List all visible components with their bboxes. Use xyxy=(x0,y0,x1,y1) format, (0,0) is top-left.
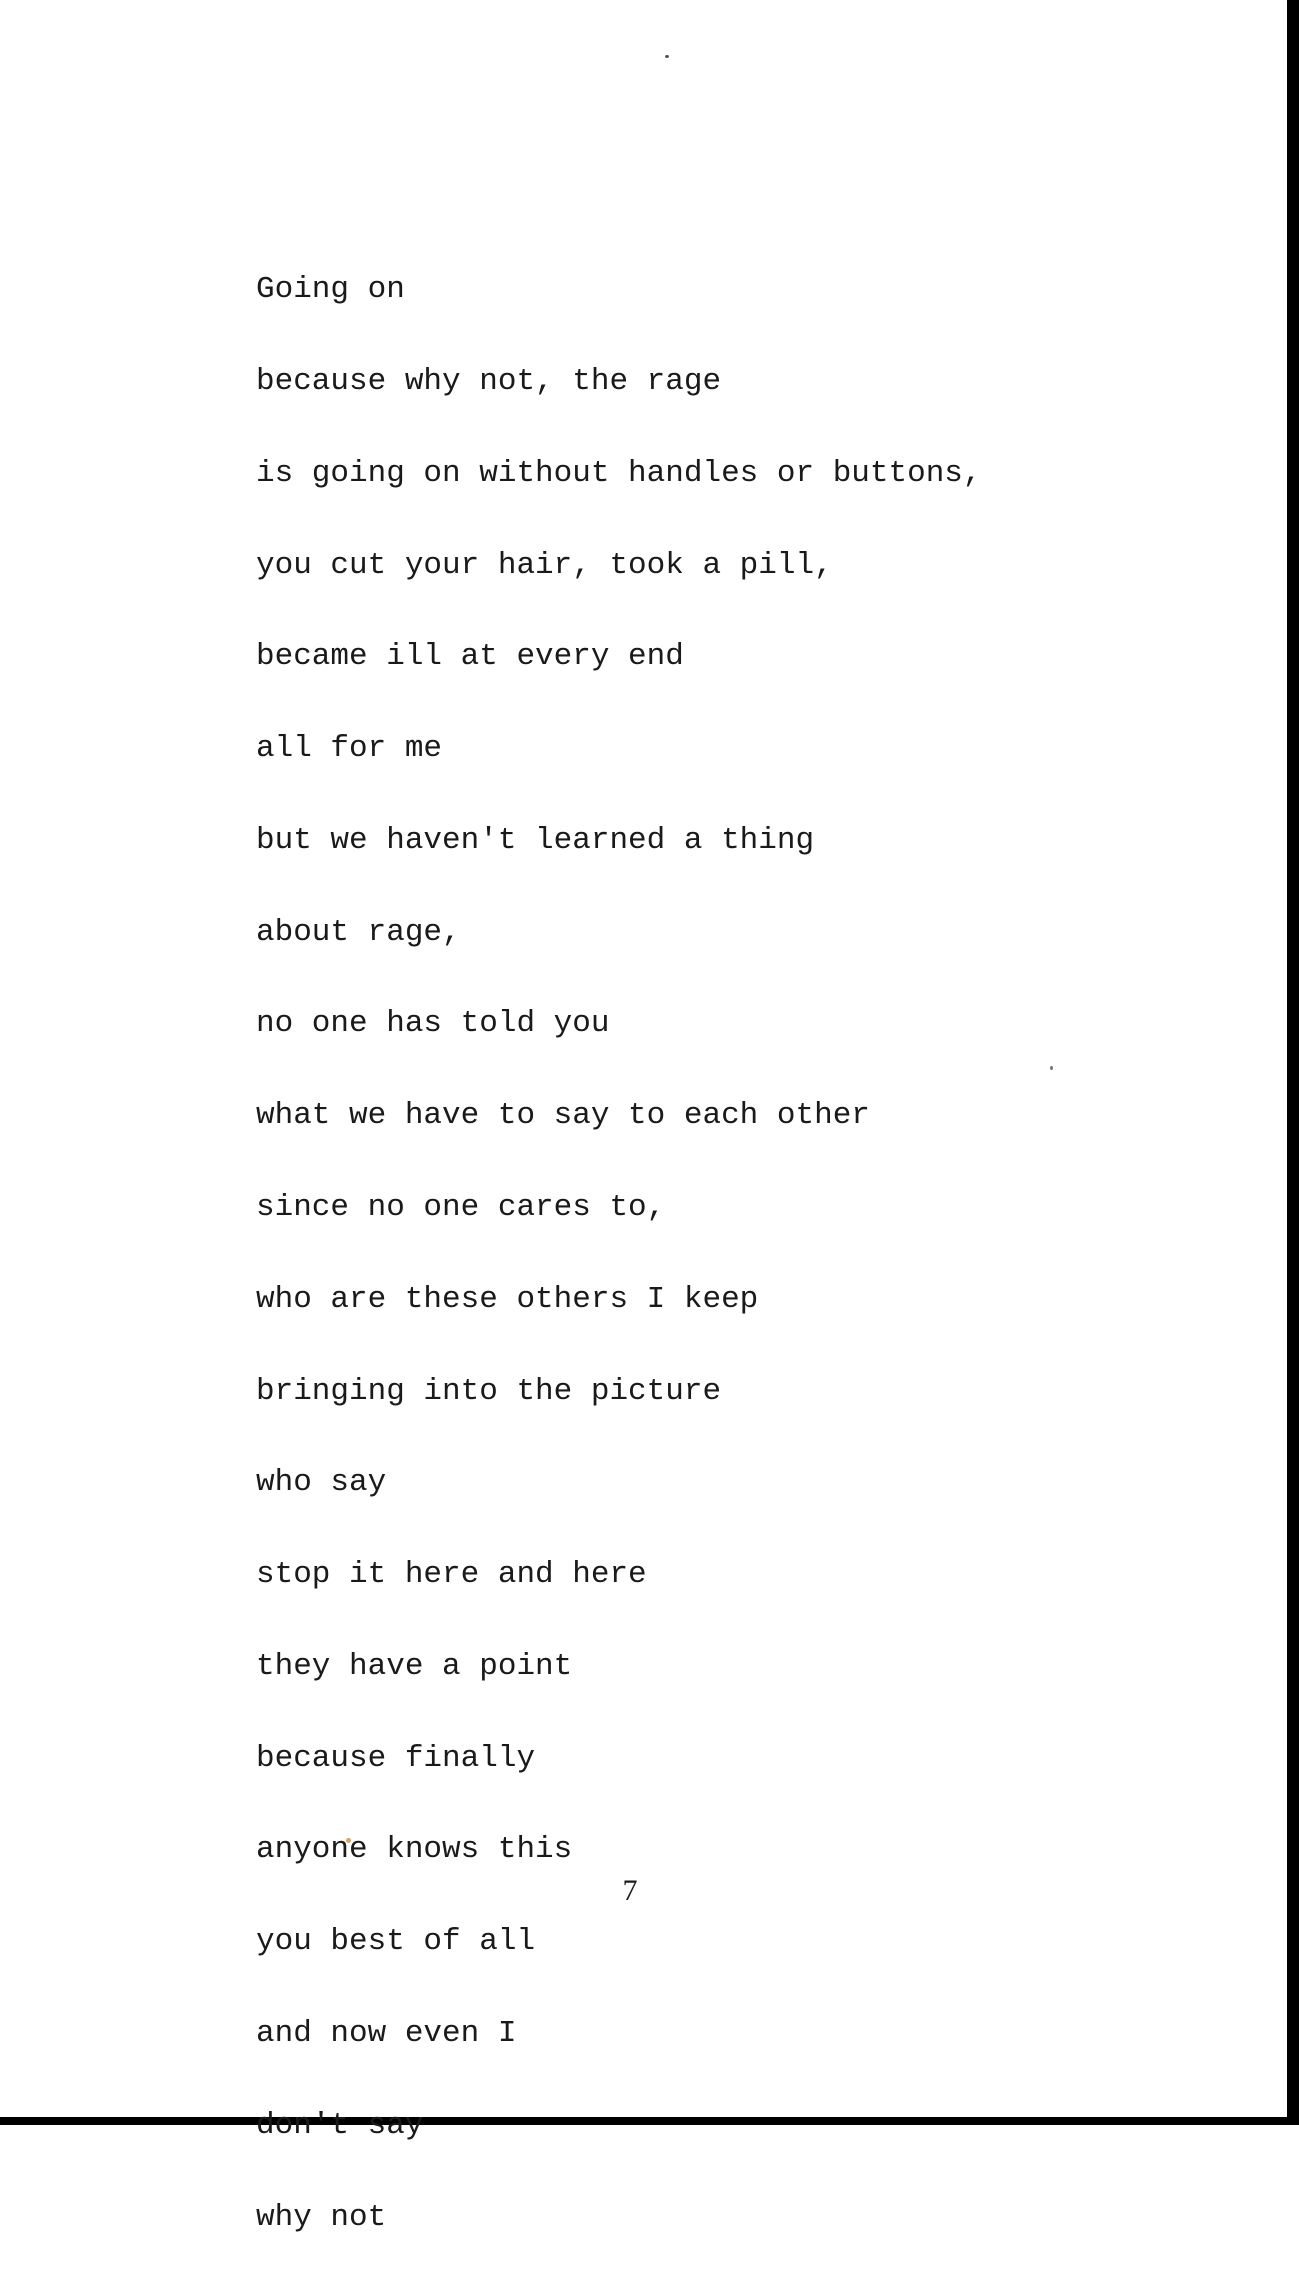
scan-speck xyxy=(1050,1066,1053,1070)
poem-line: is going on without handles or buttons, xyxy=(256,455,982,491)
poem-line: why not xyxy=(256,2199,387,2235)
poem-line: about rage, xyxy=(256,914,461,950)
poem-line: no one has told you xyxy=(256,1006,610,1042)
poem-line: stop it here and here xyxy=(256,1557,647,1593)
poem-line: because finally xyxy=(256,1740,536,1776)
poem-line: who say xyxy=(256,1465,387,1501)
poem-line: but we haven't learned a thing xyxy=(256,822,815,858)
poem-line: who are these others I keep xyxy=(256,1281,759,1317)
scan-edge-right xyxy=(1287,0,1299,2125)
poem-line: what we have to say to each other xyxy=(256,1098,870,1134)
poem-line: all for me xyxy=(256,731,443,767)
poem-line: anyone knows this xyxy=(256,1832,573,1868)
poem-line: because why not, the rage xyxy=(256,363,722,399)
poem-line: don't say xyxy=(256,2107,424,2143)
poem-line: since no one cares to, xyxy=(256,1190,666,1225)
poem-line: became ill at every end xyxy=(256,639,684,675)
poem-line: bringing into the picture xyxy=(256,1373,722,1409)
poem-line: you cut your hair, took a pill, xyxy=(256,547,833,583)
poem-line: and now even I xyxy=(256,2016,517,2052)
scan-speck xyxy=(665,55,669,58)
poem-line: Going on xyxy=(256,272,405,308)
page-number: 7 xyxy=(622,1874,638,1907)
poem-line: they have a point xyxy=(256,1648,573,1684)
poem-text xyxy=(256,214,982,2294)
poem-line: you best of all xyxy=(256,1924,536,1960)
